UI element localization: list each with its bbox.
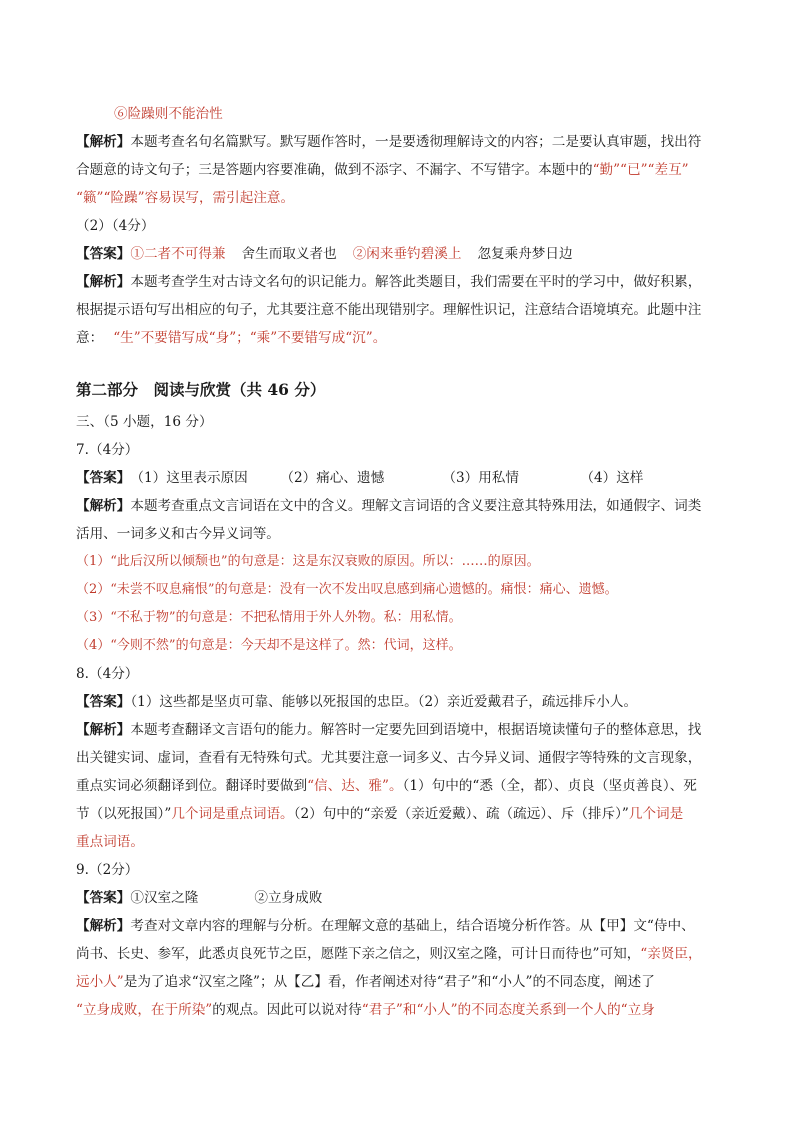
part-three-header: 三、（5 小题，16 分）	[76, 414, 213, 430]
analysis-paragraph-3-line-2: 活用、一词多义和古今异义词等。	[76, 526, 280, 542]
answer-tag: 【答案】	[76, 694, 131, 710]
analysis-paragraph-5-line-2: 尚书、长史、参军，此悉贞良死节之臣，愿陛下亲之信之，则汉室之隆，可计日而待也”可知，“亲贤臣，	[76, 946, 702, 962]
explanation-item-3: （3）“不私于物”的句意是：不把私情用于外人外物。私：用私情。	[76, 610, 462, 625]
explanation-item-4: （4）“今则不然”的句意是：今天却不是这样了。然：代词，这样。	[76, 638, 462, 653]
analysis-paragraph-1-line-2: 合题意的诗文句子；三是答题内容要准确，做到不添字、不漏字、不写错字。本题中的“勤”“已”“差互”	[76, 162, 689, 178]
answer-tag: 【答案】	[76, 246, 131, 262]
analysis-paragraph-4-line-1: 【解析】本题考查翻译文言语句的能力。解答时一定要先回到语境中，根据语境读懂句子的整体意思，找	[76, 722, 702, 738]
analysis-paragraph-5-line-1: 【解析】考查对文章内容的理解与分析。在理解文意的基础上，结合语境分析作答。从【甲】文“侍中、	[76, 918, 695, 934]
analysis-tag: 【解析】	[76, 918, 131, 934]
analysis-paragraph-2-line-1: 【解析】本题考查学生对古诗文名句的识记能力。解答此类题目，我们需要在平时的学习中，做好积累，	[76, 274, 702, 290]
answer-line-q9: 【答案】①汉室之隆 ②立身成败	[76, 890, 323, 906]
analysis-paragraph-3-line-1: 【解析】本题考查重点文言词语在文中的含义。理解文言词语的含义要注意其特殊用法，如通假字、词类	[76, 498, 702, 514]
answer-line-q8: 【答案】（1）这些都是坚贞可靠、能够以死报国的忠臣。（2）亲近爱戴君子，疏远排斥小人。	[76, 694, 638, 710]
analysis-tag: 【解析】	[76, 498, 131, 514]
question-8-header: 8.（4分）	[76, 666, 139, 682]
explanation-item-2: （2）“未尝不叹息痛恨”的句意是：没有一次不发出叹息感到痛心遗憾的。痛恨：痛心、遗憾。	[76, 582, 618, 597]
answer-line-6: ⑥险躁则不能治性	[114, 106, 223, 122]
answer-tag: 【答案】	[76, 470, 131, 486]
analysis-paragraph-5-line-3: 远小人”是为了追求“汉室之隆”；从【乙】看，作者阐述对待“君子”和“小人”的不同态度，阐述了	[76, 974, 655, 990]
question-7-header: 7.（4分）	[76, 442, 139, 458]
answer-tag: 【答案】	[76, 890, 131, 906]
analysis-paragraph-2-line-2: 根据提示语句写出相应的句子，尤其要注意不能出现错别字。理解性识记，注意结合语境填充。此题中注	[76, 302, 702, 318]
analysis-paragraph-2-line-3: 意： “生”不要错写成“身”；“乘”不要错写成“沉”。	[76, 330, 387, 346]
analysis-tag: 【解析】	[76, 134, 131, 150]
analysis-tag: 【解析】	[76, 722, 131, 738]
question-9-header: 9.（2分）	[76, 862, 139, 878]
analysis-paragraph-4-line-4: 节（以死报国）”几个词是重点词语。（2）句中的“亲爱（亲近爱戴）、疏（疏远）、斥（排斥）”几个词是	[76, 806, 684, 822]
analysis-paragraph-4-line-2: 出关键实词、虚词，查看有无特殊句式。尤其要注意一词多义、古今异义词、通假字等特殊的文言现象，	[76, 750, 702, 766]
question-2-header: （2）（4分）	[76, 218, 155, 234]
answer-line-q2: 【答案】①二者不可得兼 舍生而取义者也 ②闲来垂钓碧溪上 忽复乘舟梦日边	[76, 246, 573, 262]
answer-line-q7: 【答案】（1）这里表示原因 （2）痛心、遗憾 （3）用私情 （4）这样	[76, 470, 644, 486]
analysis-paragraph-4-line-3: 重点实词必须翻译到位。翻译时要做到“信、达、雅”。（1）句中的“悉（全，都）、贞良（坚贞善良）、死	[76, 778, 697, 794]
analysis-paragraph-4-line-5: 重点词语。	[76, 834, 144, 850]
analysis-tag: 【解析】	[76, 274, 131, 290]
analysis-paragraph-1-line-1: 【解析】本题考查名句名篇默写。默写题作答时，一是要透彻理解诗文的内容；二是要认真审题，找出符	[76, 134, 702, 150]
analysis-paragraph-1-line-3: “籁”“险躁”容易误写，需引起注意。	[76, 190, 295, 206]
explanation-item-1: （1）“此后汉所以倾颓也”的句意是：这是东汉衰败的原因。所以：……的原因。	[76, 554, 540, 569]
section-heading: 第二部分 阅读与欣赏（共 46 分）	[76, 380, 326, 399]
analysis-paragraph-5-line-4: “立身成败，在于所染”的观点。因此可以说对待“君子”和“小人”的不同态度关系到一个人的“立身	[76, 1002, 655, 1018]
